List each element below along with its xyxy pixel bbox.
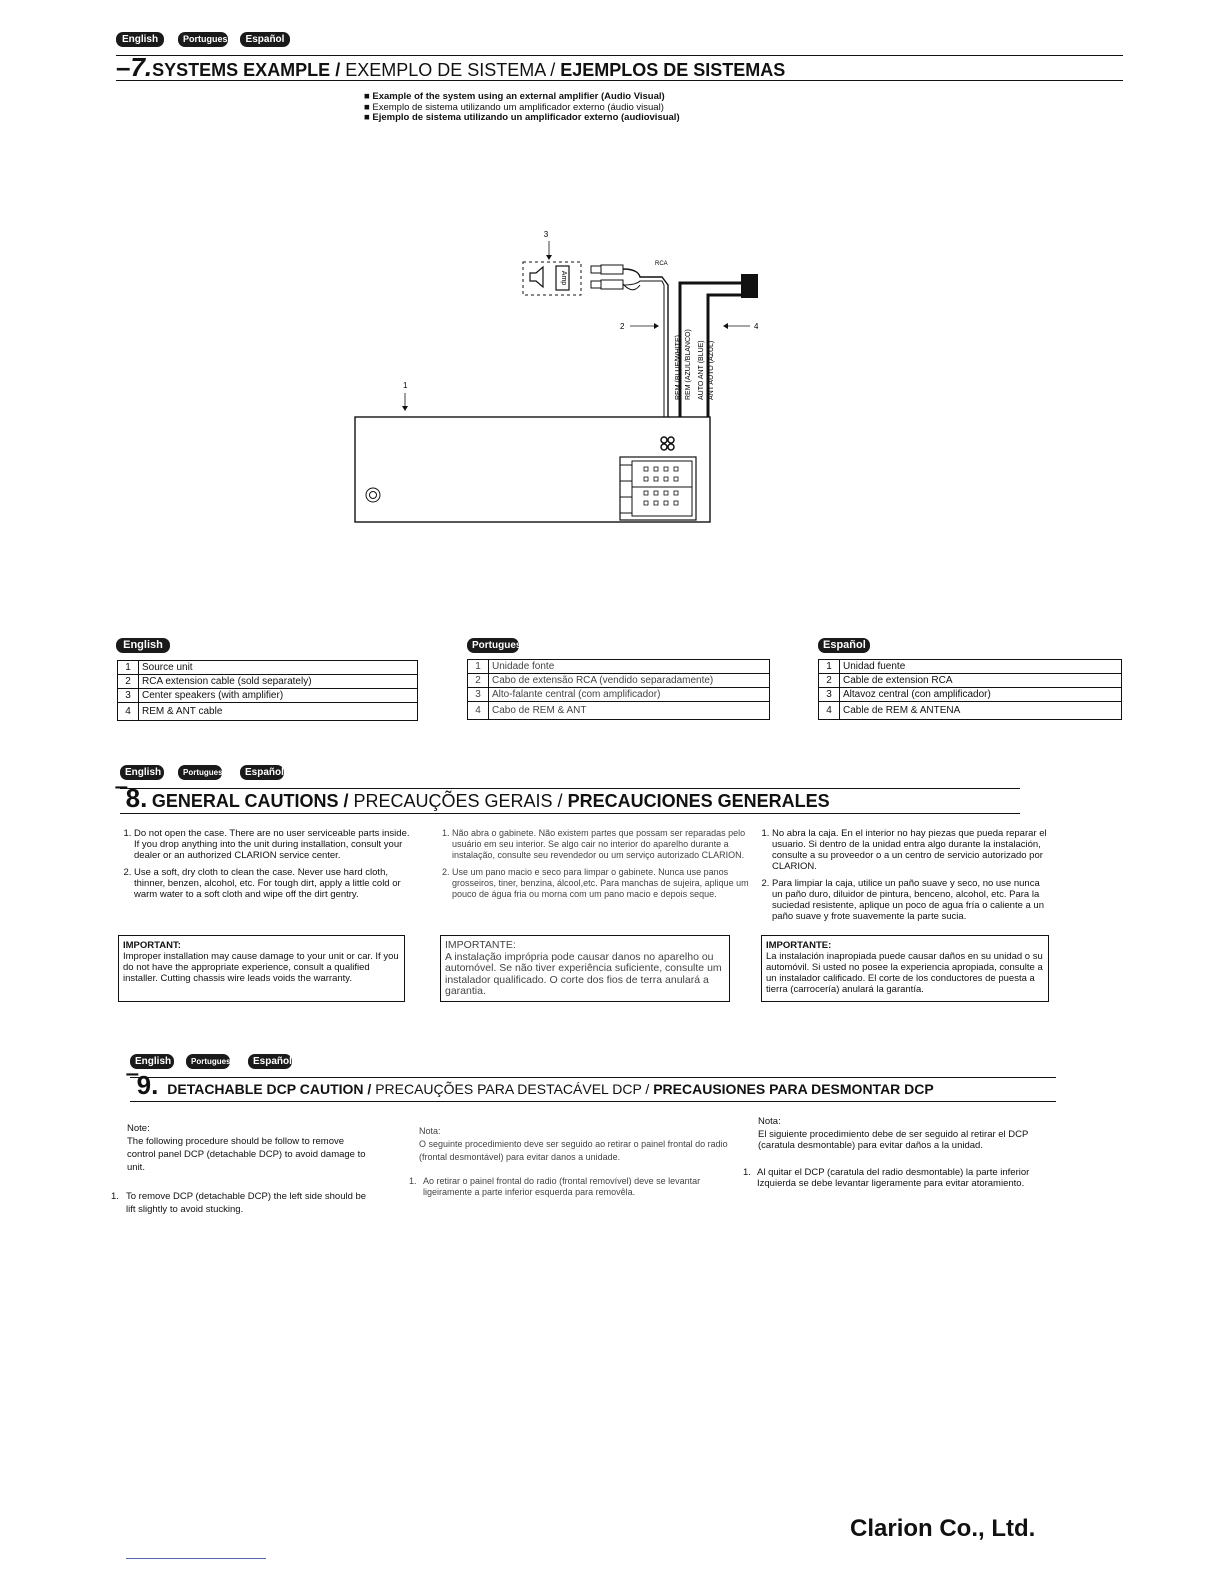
important-box-en	[118, 935, 405, 1002]
lang-tag-portugues: Portugues	[186, 1054, 230, 1069]
lang-tag-espanol: Español	[240, 32, 290, 47]
legend-text: Cabo de REM & ANT	[489, 702, 770, 720]
dcp-note-en	[127, 1122, 367, 1174]
legend-num: 1	[468, 660, 489, 674]
lang-tag-english: English	[120, 765, 164, 780]
legend-table-en	[117, 660, 418, 721]
bullet-pt: ■ Exemplo de sistema utilizando um amplificador externo (áudio visual)	[364, 101, 664, 113]
legend-num: 4	[819, 702, 840, 720]
wire-label-rem-en: REM (BLUE/WHITE)	[675, 335, 682, 400]
legend-num: 2	[118, 675, 139, 689]
legend-num: 4	[118, 703, 139, 721]
note-label: Nota:	[758, 1116, 781, 1127]
lang-tag-portugues: Portugues	[178, 32, 228, 47]
legend-text: Source unit	[139, 661, 418, 675]
step-text: Al quitar el DCP (caratula del radio desmontable) la parte inferior Izquierda se debe levantar ligeramente para evitar atoramiento.	[757, 1167, 1030, 1189]
section-7-bullets	[364, 92, 680, 124]
important-title: IMPORTANTE:	[445, 939, 516, 951]
legend-row	[118, 689, 418, 703]
legend-row	[118, 675, 418, 689]
lang-tag-english: English	[130, 1054, 174, 1069]
dcp-step-en: 1. To remove DCP (detachable DCP) the left side should be lift slightly to avoid stucking.	[111, 1190, 371, 1216]
speaker-icon	[530, 267, 543, 287]
amp-label: Amp	[560, 270, 567, 286]
important-title: IMPORTANT:	[123, 940, 181, 951]
legend-num: 3	[118, 689, 139, 703]
legend-row	[118, 703, 418, 721]
callout-4: 4	[754, 322, 759, 331]
important-title: IMPORTANTE:	[766, 940, 832, 951]
cautions-pt	[438, 828, 756, 906]
dcp-note-es	[758, 1116, 1048, 1151]
legend-row	[819, 688, 1122, 702]
note-text: The following procedure should be follow to remove control panel DCP (detachable DCP) to avoid damage to unit.	[127, 1136, 366, 1173]
legend-text: Cabo de extensão RCA (vendido separadamente)	[489, 674, 770, 688]
legend-num: 3	[819, 688, 840, 702]
legend-row	[468, 660, 770, 674]
rca-label: RCA	[655, 261, 668, 267]
section-9-title: ‾9. DETACHABLE DCP CAUTION / PRECAUÇÕES PARA DESTACÁVEL DCP / PRECAUSIONES PARA DESMONTAR DCP	[128, 1070, 934, 1100]
wire-label-ant-es: ANT AUTO (AZUL)	[708, 340, 715, 400]
note-label: Nota:	[419, 1126, 441, 1136]
legend-text: RCA extension cable (sold separately)	[139, 675, 418, 689]
legend-text: Unidade fonte	[489, 660, 770, 674]
legend-row	[468, 688, 770, 702]
legend-row	[118, 661, 418, 675]
lang-tag-english: English	[116, 32, 164, 47]
caution-item: 1. No abra la caja. En el interior no hay piezas que pueda reparar el usuario. Si dentro de la unidad entra algo durante la instalación, consulte a su proveedor o a un centro de servicio autorizado por CLARION.	[772, 828, 1050, 872]
legend-table-pt	[467, 659, 770, 720]
important-text: La instalación inapropiada puede causar daños en su unidad o su automóvil. Si usted no posee la experiencia apropiada, consulte a un instalador calificado. El corte de los conductores de puesta a tierra (carrocería) anulará la garantía.	[766, 951, 1043, 995]
caution-item: 1. Do not open the case. There are no user serviceable parts inside. If you drop anything into the unit during installation, consult your dealer or an authorized CLARION service center.	[134, 828, 410, 861]
legend-text: Altavoz central (con amplificador)	[840, 688, 1122, 702]
legend-text: Cable de extension RCA	[840, 674, 1122, 688]
caution-item: 2. Use um pano macio e seco para limpar o gabinete. Nunca use panos grosseiros, tiner, benzina, álcool,etc. Para manchas de sujeira, aplique um pouco de água fria ou morna com um pano macio e depois seque.	[452, 867, 756, 900]
lang-tag-portugues: Portugues	[178, 765, 222, 780]
important-text: A instalação imprópria pode causar danos no aparelho ou automóvel. Se não tiver experiência suficiente, consulte um instalador qualificado. O corte dos fios de terra anulará a garantia.	[445, 950, 722, 997]
caution-item: 1. Não abra o gabinete. Não existem partes que possam ser reparadas pelo usuário em seu interior. Se algo cair no interior do aparelho durante a instalação, consulte seu revendedor ou um serviço autorizado CLARION.	[452, 828, 756, 861]
wiring-diagram	[340, 225, 780, 530]
callout-1: 1	[403, 381, 408, 390]
legend-row	[819, 702, 1122, 720]
bullet-es: ■ Ejemplo de sistema utilizando un amplificador externo (audiovisual)	[364, 112, 680, 123]
cautions-es	[758, 828, 1050, 928]
step-text: Ao retirar o painel frontal do radio (frontal removível) deve se levantar ligeiramente a parte inferior esquerda para removêla.	[423, 1176, 701, 1197]
legend-text: Cable de REM & ANTENA	[840, 702, 1122, 720]
legend-text: Unidad fuente	[840, 660, 1122, 674]
legend-num: 2	[468, 674, 489, 688]
note-text: El siguiente procedimiento debe de ser seguido al retirar el DCP (caratula desmontable) para evitar daños a la unidad.	[758, 1129, 1029, 1151]
legend-text: Center speakers (with amplifier)	[139, 689, 418, 703]
legend-row	[468, 674, 770, 688]
note-text: O seguinte procedimiento deve ser seguido ao retirar o painel frontal do radio (frontal desmontável) para evitar danos a unidade.	[419, 1139, 728, 1162]
legend-tag-english: English	[116, 638, 170, 653]
legend-row	[468, 702, 770, 720]
section-7-bottom-rule	[116, 80, 1123, 81]
callout-3: 3	[543, 230, 549, 239]
important-text: Improper installation may cause damage to your unit or car. If you do not have the appropriate experience, consult a qualified installer. Cutting chassis wire leads voids the warranty.	[123, 951, 399, 984]
step-text: To remove DCP (detachable DCP) the left side should be lift slightly to avoid stucking.	[126, 1191, 367, 1215]
wire-label-ant-en: AUTO ANT (BLUE)	[698, 340, 705, 400]
company-name: Clarion Co., Ltd.	[850, 1515, 1036, 1542]
center-speaker-box	[523, 262, 581, 295]
dcp-note-pt	[419, 1125, 729, 1164]
legend-text: Alto-falante central (com amplificador)	[489, 688, 770, 702]
legend-num: 1	[819, 660, 840, 674]
section-7-title: –7.SYSTEMS EXAMPLE / EXEMPLO DE SISTEMA / EJEMPLOS DE SISTEMAS	[116, 52, 786, 82]
legend-row	[819, 660, 1122, 674]
cautions-en	[120, 828, 410, 906]
legend-num: 3	[468, 688, 489, 702]
legend-tag-portugues: Portugues	[467, 638, 519, 653]
lang-tag-espanol: Español	[248, 1054, 292, 1069]
legend-table-es	[818, 659, 1122, 720]
legend-num: 4	[468, 702, 489, 720]
section-9-bottom-rule	[130, 1101, 1056, 1102]
important-box-pt	[440, 935, 730, 1002]
important-box-es	[761, 935, 1049, 1002]
legend-text: REM & ANT cable	[139, 703, 418, 721]
section-8-bottom-rule	[120, 813, 1020, 814]
bullet-en: ■ Example of the system using an external amplifier (Audio Visual)	[364, 91, 665, 102]
legend-row	[819, 674, 1122, 688]
footer-rule	[126, 1558, 266, 1559]
caution-item: 2. Use a soft, dry cloth to clean the case. Never use hard cloth, thinner, benzen, alcohol, etc. For tough dirt, apply a little cold or warm water to a soft cloth and wipe off the dirt gentry.	[134, 867, 410, 900]
dcp-step-pt: 1. Ao retirar o painel frontal do radio (frontal removível) deve se levantar ligeiramente a parte inferior esquerda para removêla.	[409, 1176, 729, 1198]
legend-num: 1	[118, 661, 139, 675]
legend-tag-espanol: Español	[818, 638, 870, 653]
lang-tag-espanol: Español	[240, 765, 284, 780]
note-label: Note:	[127, 1123, 150, 1134]
wire-label-rem-es: REM (AZUL/BLANCO)	[685, 329, 692, 400]
legend-num: 2	[819, 674, 840, 688]
callout-2: 2	[620, 322, 625, 331]
section-8-title: ‾8. GENERAL CAUTIONS / PRECAUÇÕES GERAIS / PRECAUCIONES GENERALES	[117, 783, 830, 813]
caution-item: 2. Para limpiar la caja, utilice un paño suave y seco, no use nunca un paño duro, diluidor de pintura, benceno, alcohol, etc. Para la suciedad resistente, aplique un poco de agua fría o caliente a un paño suave y frote suavemente la parte sucia.	[772, 878, 1050, 922]
dcp-step-es: 1. Al quitar el DCP (caratula del radio desmontable) la parte inferior Izquierda se debe levantar ligeramente para evitar atoramiento.	[743, 1167, 1043, 1189]
